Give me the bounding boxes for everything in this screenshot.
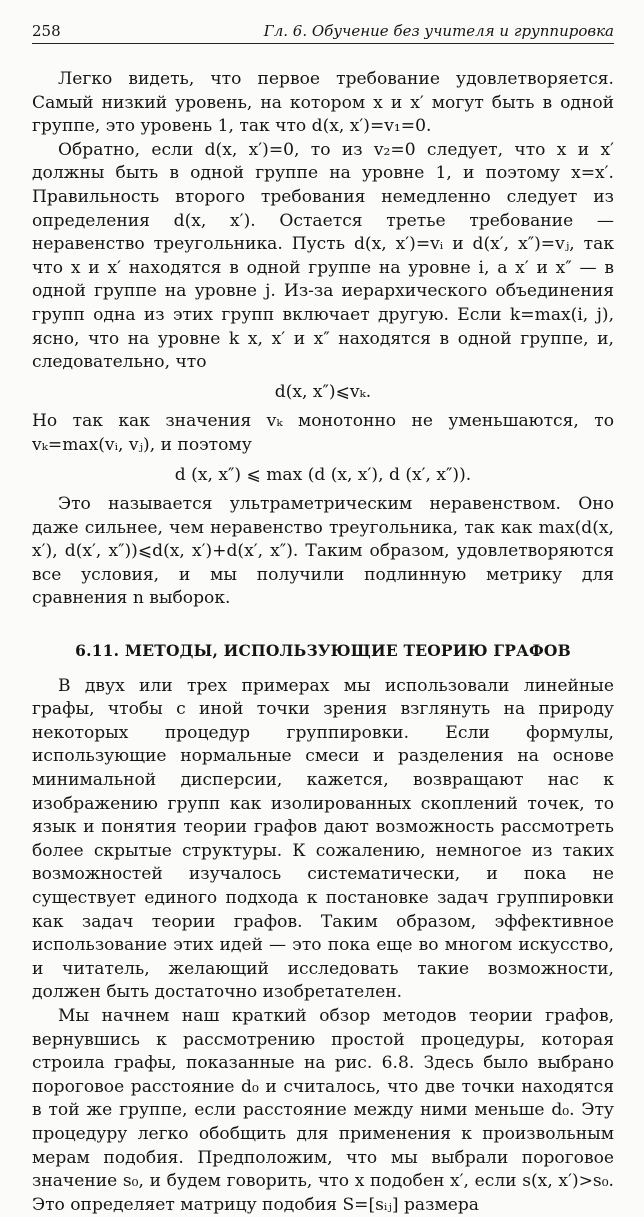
formula: d(x, x″)⩽vₖ. — [274, 381, 372, 402]
paragraph: Это называется ультраметрическим неравенством. Оно даже сильнее, чем неравенство треугольника, так как max(d(x, x′), d(x′, x″))⩽d(x, x′)+d(x′, x″). Таким образом, удовлетворяются все условия, и мы получили подлинную метрику для сравнения n выборок. — [32, 494, 614, 609]
paragraph: Обратно, если d(x, x′)=0, то из v₂=0 следует, что x и x′ должны быть в одной группе на уровне 1, и поэтому x=x′. Правильность второго требования немедленно следует из определения d(x, x′). Остается третье требование — неравенство треугольника. Пусть d(x, x′)=vᵢ и d(x′, x″)=vⱼ, так что x и x′ находятся в одной группе на уровне i, а x′ и x″ — в одной группе на уровне j. Из-за иерархического объединения групп одна из этих групп включает другую. Если k=max(i, j), ясно, что на уровне k x, x′ и x″ находятся в одной группе, и, следовательно, что — [32, 139, 614, 373]
paragraph: Но так как значения vₖ монотонно не уменьшаются, то vₖ=max(vᵢ, vⱼ), и поэтому — [32, 411, 614, 455]
running-head: Гл. 6. Обучение без учителя и группировка — [263, 22, 614, 40]
formula: d (x, x″) ⩽ max (d (x, x′), d (x′, x″)). — [174, 464, 472, 485]
section-heading: 6.11. МЕТОДЫ, ИСПОЛЬЗУЮЩИЕ ТЕОРИЮ ГРАФОВ — [75, 641, 571, 661]
page-body — [32, 68, 614, 1217]
page-header — [32, 22, 614, 44]
paragraph: Легко видеть, что первое требование удовлетворяется. Самый низкий уровень, на котором x и x′ могут быть в одной группе, это уровень 1, так что d(x, x′)=v₁=0. — [32, 69, 614, 137]
page-number: 258 — [32, 22, 61, 40]
paragraph: Мы начнем наш краткий обзор методов теории графов, вернувшись к рассмотрению простой процедуры, которая строила графы, показанные на рис. 6.8. Здесь было выбрано пороговое расстояние d₀ и считалось, что две точки находятся в той же группе, если расстояние между ними меньше d₀. Эту процедуру легко обобщить для применения к произвольным мерам подобия. Предположим, что мы выбрали пороговое значение s₀, и будем говорить, что x подобен x′, если s(x, x′)>s₀. Это определяет матрицу подобия S=[sᵢⱼ] размера — [32, 1005, 614, 1215]
paragraph: В двух или трех примерах мы использовали линейные графы, чтобы с иной точки зрения взглянуть на природу некоторых процедур группировки. Если формулы, использующие нормальные смеси и разделения на основе минимальной дисперсии, кажется, возвращают нас к изображению групп как изолированных скоплений точек, то язык и понятия теории графов дают возможность рассмотреть более скрытые структуры. К сожалению, немногое из таких возможностей изучалось систематически, и пока не существует единого подхода к постановке задач группировки как задач теории графов. Таким образом, эффективное использование этих идей — это пока еще во многом искусство, и читатель, желающий исследовать такие возможности, должен быть достаточно изобретателен. — [32, 675, 614, 1003]
